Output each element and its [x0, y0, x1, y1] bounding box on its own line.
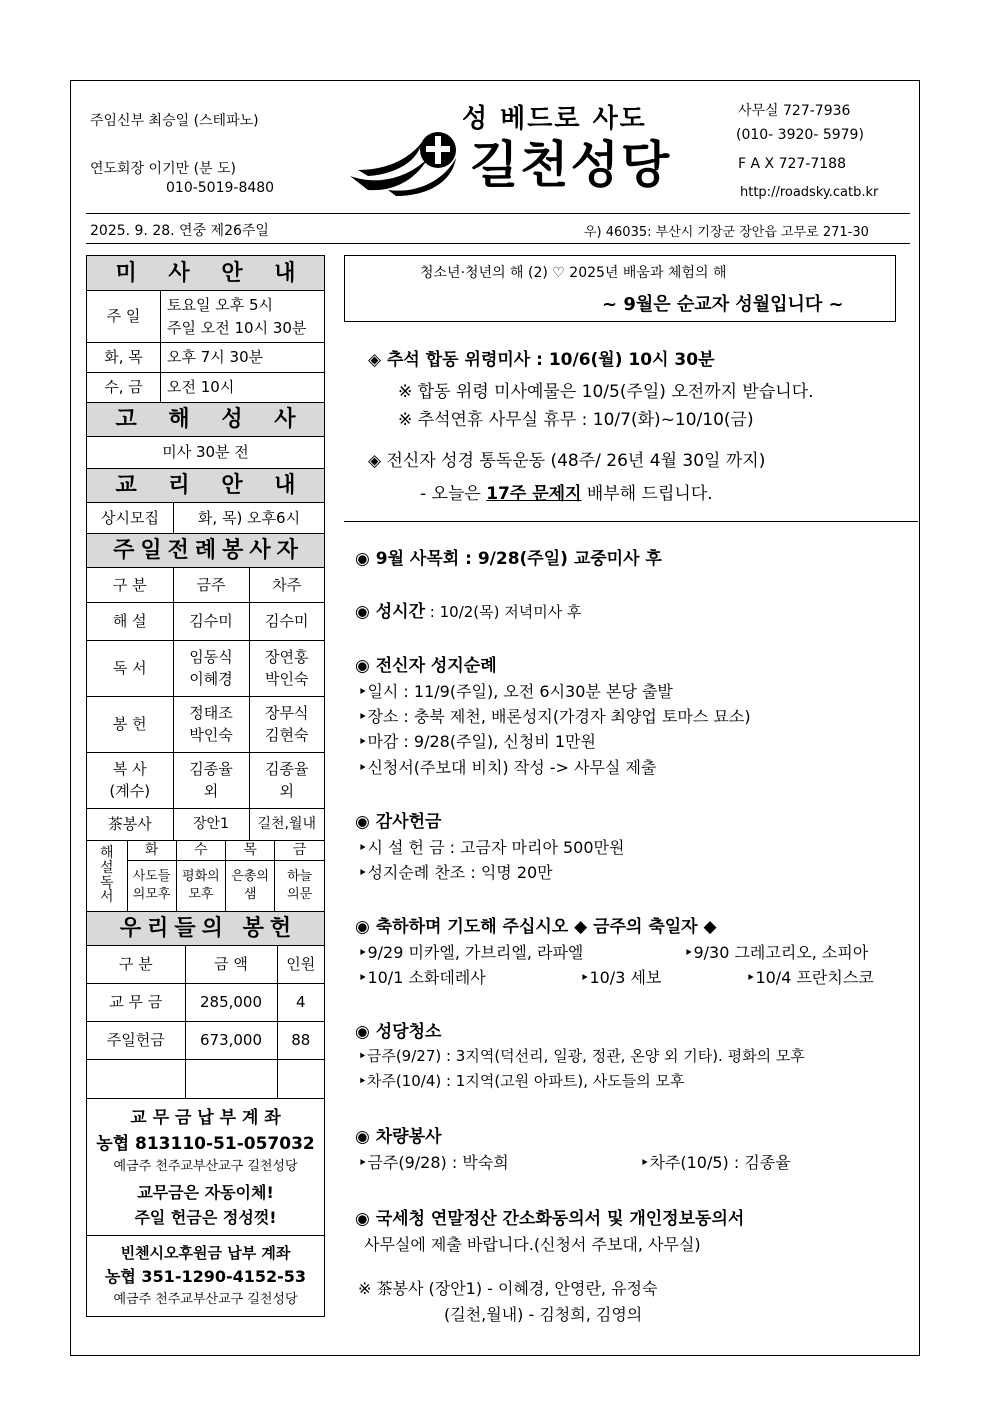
offering-head: 구 분 [87, 946, 185, 984]
parish-patron: 성 베드로 사도 [462, 104, 647, 134]
bible-note-highlight: 17주 문제지 [486, 484, 582, 504]
mass-time: 오후 7시 30분 [161, 343, 325, 373]
haeseol-group-line: 평화의 [182, 868, 220, 884]
mass-time: 토요일 오후 5시 [167, 296, 274, 314]
server-names [173, 696, 249, 752]
pilgrimage-title: ◉ 전신자 성지순례 [355, 656, 497, 676]
tax-title: ◉ 국세청 연말정산 간소화동의서 및 개인정보동의서 [355, 1209, 745, 1229]
feast-item: ‣10/1 소화데레사 [358, 968, 486, 987]
sunday-offering-note: 주일 헌금은 정성껏! [134, 1208, 277, 1228]
divider [344, 521, 918, 522]
left-info-table [86, 255, 325, 1317]
account-title: 교 무 금 납 부 계 좌 [130, 1107, 281, 1128]
account-number: 농협 813110-51-057032 [96, 1133, 315, 1154]
server-names [249, 696, 324, 752]
offering-empty [185, 1060, 277, 1098]
haeseol-day: 수 [176, 841, 225, 861]
server-name: 박인숙 [189, 726, 233, 744]
haeseol-day: 화 [127, 841, 176, 861]
confession-time: 미사 30분 전 [87, 437, 325, 469]
pilgrimage-item: ‣일시 : 11/9(주일), 오전 6시30분 본당 출발 [358, 682, 673, 701]
offering-count: 88 [277, 1022, 324, 1060]
driving-item: ‣차주(10/5) : 김종율 [640, 1153, 791, 1172]
haeseol-group-line: 사도들 [132, 868, 171, 884]
haeseol-group [226, 861, 275, 911]
tea-role: 茶봉사 [87, 808, 173, 840]
cleaning-title: ◉ 성당청소 [355, 1022, 442, 1042]
haeseol-day: 금 [275, 841, 324, 861]
haeseol-table [87, 841, 324, 911]
council-phone: 010-5019-8480 [166, 180, 275, 196]
feast-item: ‣9/29 미카엘, 가브리엘, 라파엘 [358, 943, 584, 962]
haeseol-group-line: 의모후 [132, 886, 171, 902]
vincent-title: 빈첸시오후원금 납부 계좌 [120, 1243, 291, 1262]
server-name: 김현숙 [265, 726, 309, 744]
vincent-holder: 예금주 천주교부산교구 길천성당 [113, 1291, 298, 1307]
pilgrimage-item: ‣장소 : 충북 제천, 배론성지(가경자 최양업 토마스 묘소) [358, 707, 751, 726]
office-closed-note: ※ 추석연휴 사무실 휴무 : 10/7(화)~10/10(금) [398, 410, 754, 430]
bible-reading: ◈ 전신자 성경 통독운동 (48주/ 26년 4월 30일 까지) [368, 451, 766, 471]
servers-block [87, 568, 325, 912]
server-name: 정태조 [189, 703, 233, 722]
parish-name: 길천성당 [470, 136, 672, 194]
tea-service: ※ 茶봉사 (장안1) - 이혜경, 안영란, 유정숙 [358, 1279, 658, 1298]
server-name: 김종율 [189, 759, 233, 778]
mass-title: 미 사 안 내 [87, 256, 325, 291]
haeseol-day: 목 [226, 841, 275, 861]
offering-title: 우리들의 봉헌 [87, 911, 325, 945]
chuseok-note: ※ 합동 위령 미사예물은 10/5(주일) 오전까지 받습니다. [398, 382, 814, 402]
offering-amount: 673,000 [185, 1022, 277, 1060]
catechism-title: 교 리 안 내 [87, 469, 325, 503]
vincent-box [87, 1235, 325, 1316]
haeseol-group [176, 861, 225, 911]
haeseol-group-line: 모후 [188, 886, 214, 902]
haeseol-group [127, 861, 176, 911]
server-name: 장무식 [265, 703, 309, 722]
server-names [249, 640, 324, 696]
auto-transfer-note: 교무금은 자동이체! [137, 1183, 274, 1203]
offering-block [87, 945, 325, 1098]
mass-times [161, 291, 325, 343]
offering-kind: 교 무 금 [87, 984, 185, 1022]
holy-hour-text: : 10/2(목) 저녁미사 후 [425, 603, 582, 621]
bible-note-pre: - 오늘은 [420, 484, 487, 504]
offering-head: 인원 [277, 946, 324, 984]
haeseol-label: 해설독서 [87, 841, 127, 911]
server-names [173, 752, 249, 808]
holy-hour-title: ◉ 성시간 [355, 602, 426, 622]
mass-time: 오전 10시 [161, 373, 325, 403]
servers-title: 주일전례봉사자 [87, 534, 325, 568]
haeseol-group-line: 의문 [287, 886, 313, 902]
offering-kind: 주일헌금 [87, 1022, 185, 1060]
account-holder: 예금주 천주교부산교구 길천성당 [113, 1159, 298, 1175]
servers-head: 차주 [249, 568, 324, 602]
pilgrimage-item: ‣신청서(주보대 비치) 작성 -> 사무실 제출 [358, 758, 657, 777]
server-name: 김수미 [173, 602, 249, 640]
haeseol-group-line: 하늘 [287, 868, 313, 884]
thanks-offering-title: ◉ 감사헌금 [355, 812, 442, 832]
offering-head: 금 액 [185, 946, 277, 984]
parish-logo [348, 128, 460, 198]
server-name: 김종율 [265, 759, 309, 778]
servers-head: 구 분 [87, 568, 173, 602]
cleaning-item: ‣차주(10/4) : 1지역(고원 아파트), 사도들의 모후 [358, 1072, 685, 1090]
offering-table [87, 946, 324, 1098]
vincent-number: 농협 351-1290-4152-53 [104, 1267, 307, 1287]
feast-item: ‣10/4 프란치스코 [746, 968, 874, 987]
bible-reading-note [420, 479, 713, 504]
theme-line: 청소년·청년의 해 (2) ♡ 2025년 배움과 체험의 해 [420, 265, 727, 281]
pastor: 주임신부 최승일 (스테파노) [90, 113, 259, 129]
feast-item: ‣9/30 그레고리오, 소피아 [684, 943, 869, 962]
offering-empty [87, 1060, 185, 1098]
server-name: 이혜경 [189, 670, 233, 688]
tax-text: 사무실에 제출 바랍니다.(신청서 주보대, 사무실) [364, 1235, 701, 1254]
mass-day: 수, 금 [87, 373, 161, 403]
pilgrimage-item: ‣마감 : 9/28(주일), 신청비 1만원 [358, 732, 596, 751]
pastoral-council: ◉ 9월 사목회 : 9/28(주일) 교중미사 후 [355, 549, 662, 569]
fax: F A X 727-7188 [738, 156, 846, 172]
mobile-phone: (010- 3920- 5979) [736, 127, 864, 143]
catechism-row [87, 503, 325, 534]
offering-empty [277, 1060, 324, 1098]
chuseok-mass: ◈ 추석 합동 위령미사 : 10/6(월) 10시 30분 [368, 350, 715, 370]
driving-title: ◉ 차량봉사 [355, 1127, 442, 1147]
server-name: 외 [203, 782, 219, 800]
mass-day: 주 일 [87, 291, 161, 343]
servers-head: 금주 [173, 568, 249, 602]
server-name: 장연홍 [265, 647, 309, 666]
haeseol-group-line: 은총의 [231, 868, 269, 884]
council-head: 연도회장 이기만 (분 도) [90, 161, 236, 177]
haeseol-group [275, 861, 324, 911]
server-names [249, 752, 324, 808]
office-phone: 사무실 727-7936 [738, 103, 851, 119]
date-line: 2025. 9. 28. 연중 제26주일 [90, 223, 269, 239]
server-role: 해 설 [87, 602, 173, 640]
holy-hour [355, 597, 582, 622]
tea-service: (길천,월내) - 김청희, 김영의 [444, 1305, 643, 1324]
offering-amount: 285,000 [185, 984, 277, 1022]
server-role: 봉 헌 [87, 696, 173, 752]
driving-item: ‣금주(9/28) : 박숙희 [358, 1153, 509, 1172]
feast-item: ‣10/3 세보 [580, 968, 662, 987]
confession-title: 고 해 성 사 [87, 403, 325, 437]
server-role: 복 사 (계수) [87, 752, 173, 808]
account-box [87, 1098, 325, 1235]
server-name: 임동식 [189, 647, 233, 666]
server-name: 외 [279, 782, 294, 800]
catechism-label: 상시모집 [87, 503, 174, 533]
server-role: 독 서 [87, 640, 173, 696]
cleaning-item: ‣금주(9/27) : 3지역(덕선리, 일광, 정관, 온양 외 기타). 평화의 모후 [358, 1047, 805, 1065]
divider [86, 213, 910, 214]
mass-time: 주일 오전 10시 30분 [167, 318, 307, 337]
address: 우) 46035: 부산시 기장군 장안읍 고무로 271-30 [584, 225, 869, 240]
server-names [173, 640, 249, 696]
offering-count: 4 [277, 984, 324, 1022]
bible-note-post: 배부해 드립니다. [581, 484, 713, 504]
thanks-offering-item: ‣성지순례 찬조 : 익명 20만 [358, 863, 553, 882]
theme-title: ~ 9월은 순교자 성월입니다 ~ [602, 294, 844, 315]
server-name: 박인숙 [265, 670, 309, 688]
tea-next: 길천,월내 [249, 808, 324, 840]
mass-day: 화, 목 [87, 343, 161, 373]
divider [86, 243, 910, 244]
server-name: 김수미 [249, 602, 324, 640]
feast-title: ◉ 축하하며 기도해 주십시오 ◆ 금주의 축일자 ◆ [355, 917, 717, 937]
haeseol-group-line: 샘 [243, 886, 257, 902]
website-link[interactable]: http://roadsky.catb.kr [740, 185, 879, 200]
servers-table [87, 568, 324, 841]
catechism-value: 화, 목) 오후6시 [197, 509, 301, 527]
thanks-offering-item: ‣시 설 헌 금 : 고금자 마리아 500만원 [358, 838, 625, 857]
tea-this: 장안1 [173, 808, 249, 840]
